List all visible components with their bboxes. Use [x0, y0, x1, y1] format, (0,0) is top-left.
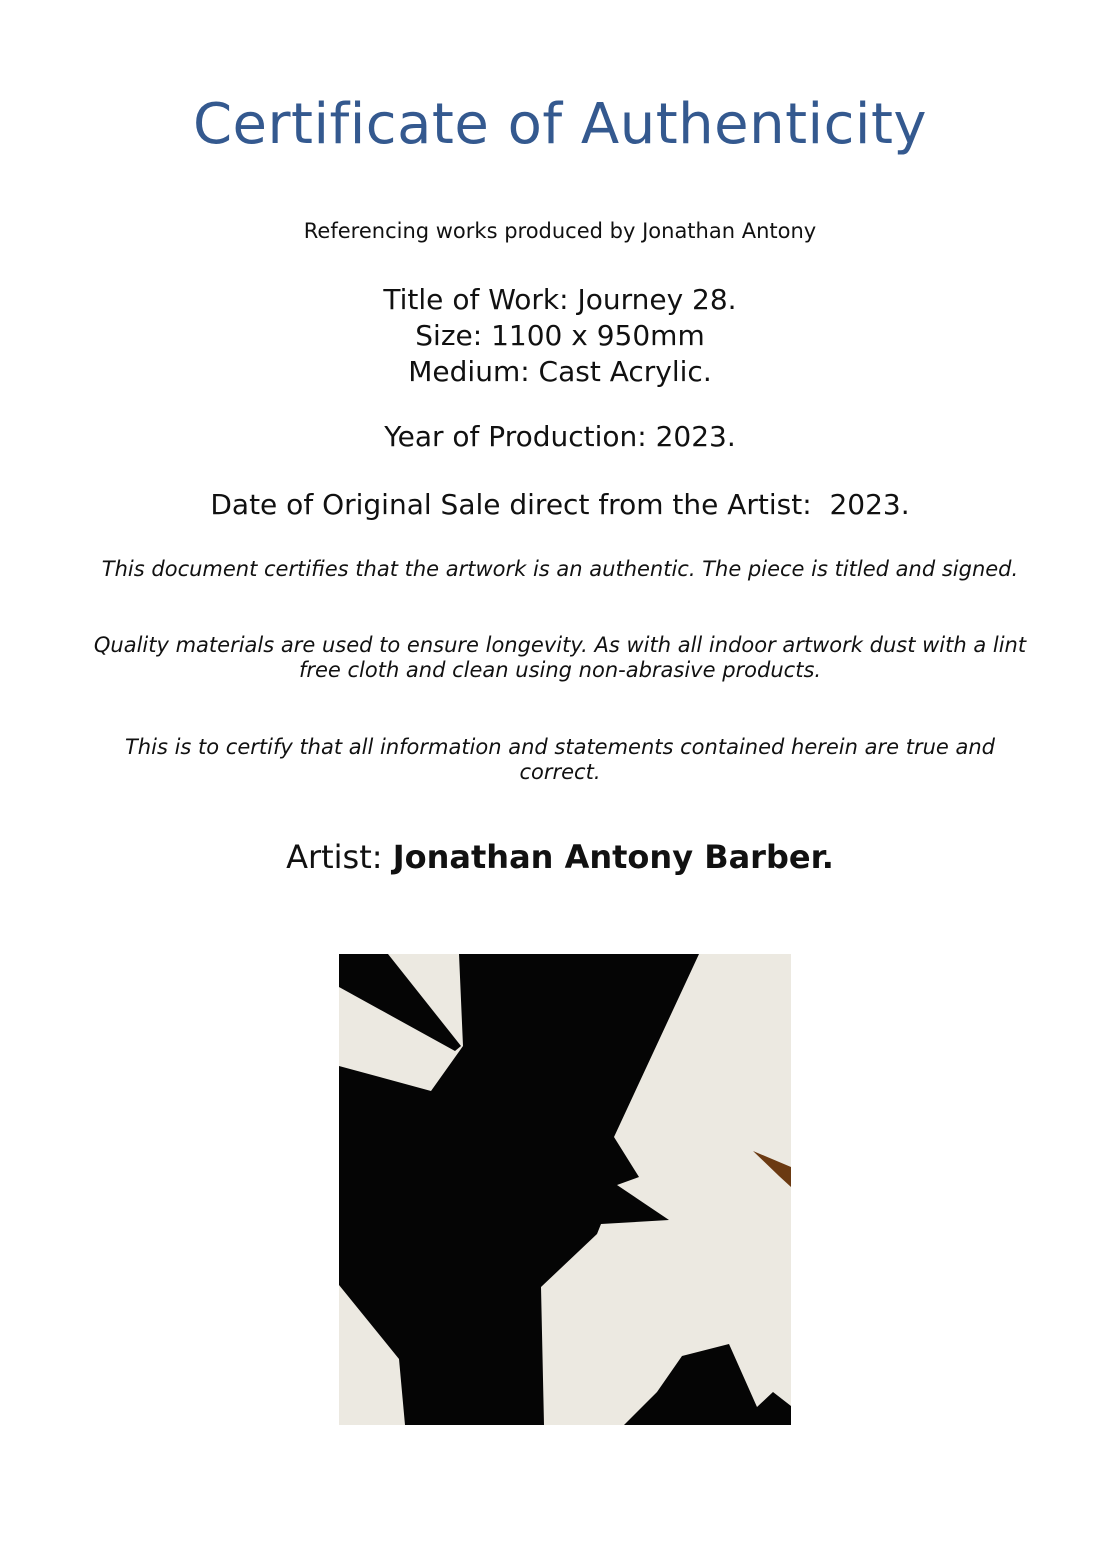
artist-name: Jonathan Antony Barber.: [392, 838, 834, 876]
artwork-details: [0, 282, 1120, 390]
authenticity-statement: This document certifies that the artwork is an authentic. The piece is titled and signed.: [101, 557, 1019, 581]
artist-label: Artist:: [286, 838, 393, 876]
certification-statement: This is to certify that all information and statements contained herein are true and correct.: [124, 735, 995, 784]
year-of-production: Year of Production: 2023.: [384, 420, 736, 453]
care-statement: Quality materials are used to ensure longevity. As with all indoor artwork dust with a lint free cloth and clean using non-abrasive products.: [93, 633, 1027, 682]
title-of-work: Title of Work: Journey 28.: [383, 283, 737, 316]
artwork-image: [339, 954, 791, 1425]
date-of-original-sale: Date of Original Sale direct from the Artist: 2023.: [210, 488, 910, 521]
artwork-size: Size: 1100 x 950mm: [415, 319, 705, 352]
certificate-subtitle: Referencing works produced by Jonathan Antony: [303, 219, 817, 243]
certificate-title: Certificate of Authenticity: [192, 92, 928, 157]
artwork-medium: Medium: Cast Acrylic.: [408, 355, 712, 388]
artist-line: [0, 838, 1120, 876]
